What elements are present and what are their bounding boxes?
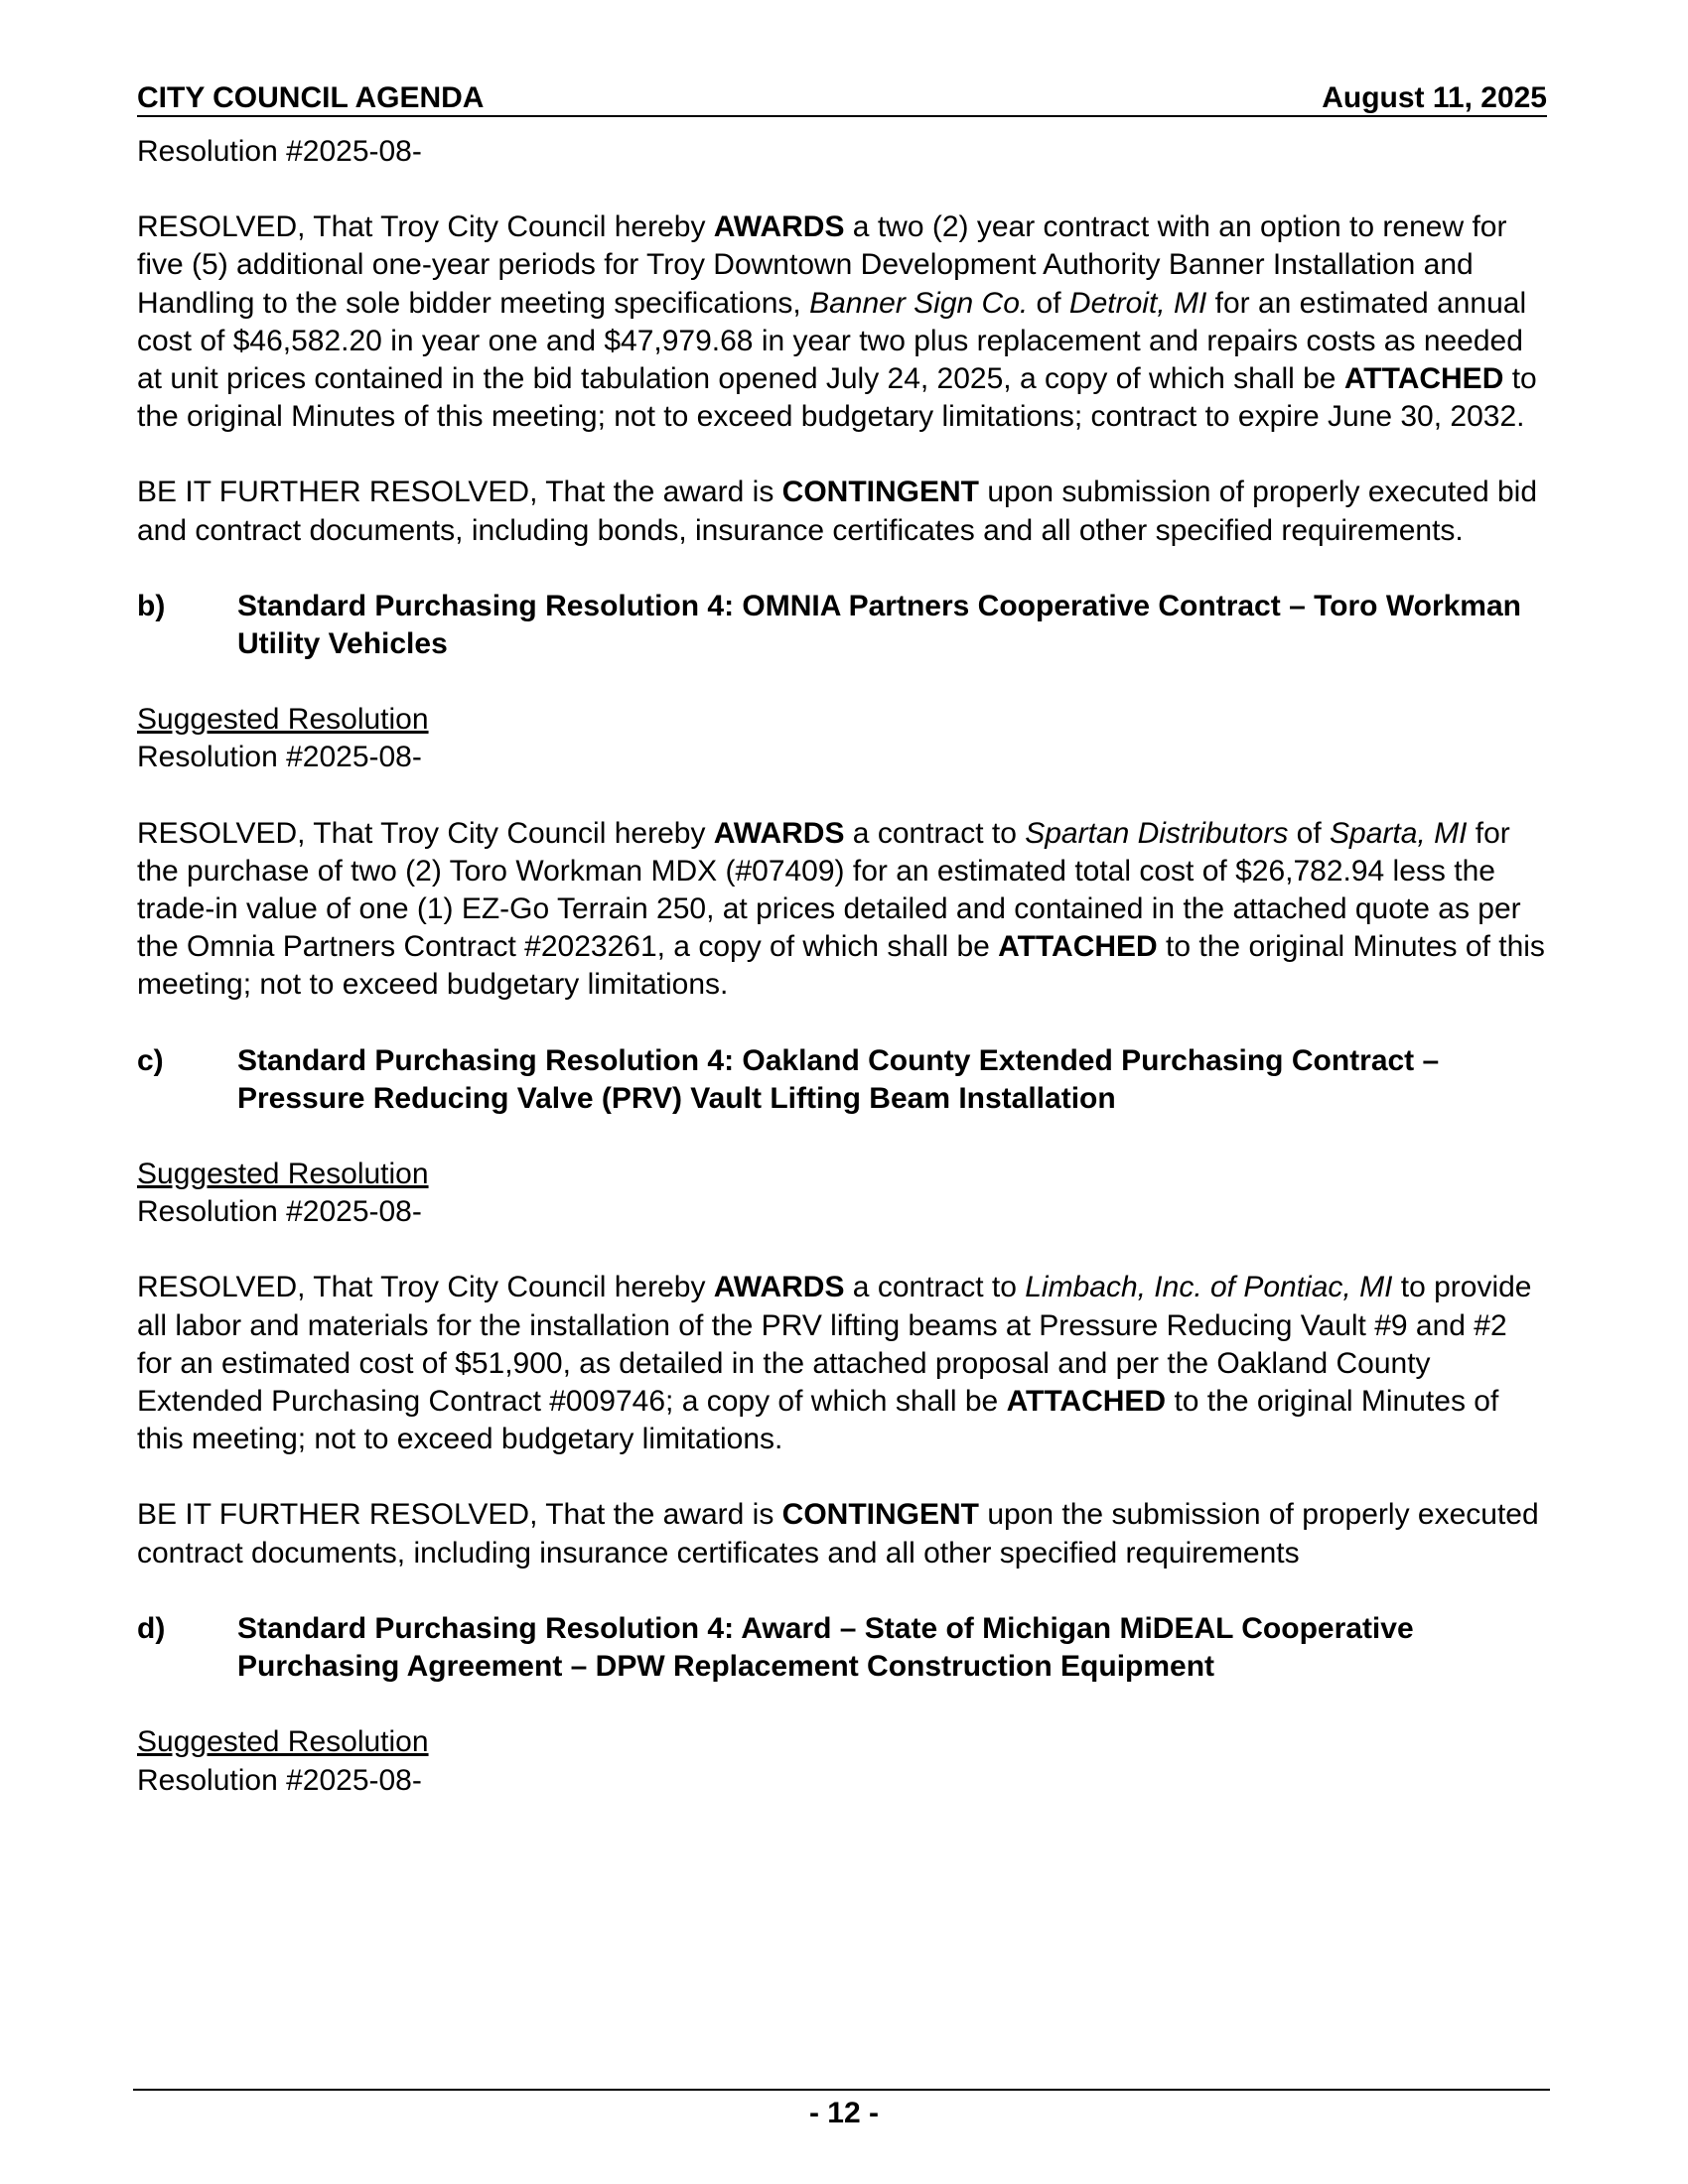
agenda-item-c: [137, 1042, 1547, 1118]
resolution-number: Resolution #2025-08-: [137, 135, 422, 168]
footer-divider: [133, 2089, 1550, 2091]
suggested-resolution-label: Suggested Resolution: [137, 1158, 429, 1191]
agenda-date: August 11, 2025: [1322, 81, 1547, 114]
suggested-resolution-label: Suggested Resolution: [137, 1725, 429, 1759]
agenda-item-b: [137, 588, 1547, 663]
item-title: Standard Purchasing Resolution 4: Oakland County Extended Purchasing Contract – Pressure Reducing Valve (PRV) Vault Lifting Beam Installation: [237, 1043, 1440, 1115]
agenda-title: CITY COUNCIL AGENDA: [137, 81, 485, 114]
page-header: [137, 81, 1547, 117]
item-letter: c): [137, 1043, 164, 1077]
resolution-number: Resolution #2025-08-: [137, 1195, 422, 1229]
suggested-resolution-label: Suggested Resolution: [137, 703, 429, 737]
further-resolved-paragraph-c: BE IT FURTHER RESOLVED, That the award is CONTINGENT upon the submission of properly executed contract documents, including insurance certificates and all other specified requirements: [137, 1498, 1539, 1570]
item-letter: b): [137, 589, 166, 622]
resolved-paragraph-a: RESOLVED, That Troy City Council hereby AWARDS a two (2) year contract with an option to renew for five (5) additional one-year periods for Troy Downtown Development Authority Banner Installation and Handling to the sole bidder meeting specifications, Banner Sign Co. of Detroit, MI for an estimated annual cost of $46,582.20 in year one and $47,979.68 in year two plus replacement and repairs costs as needed at unit prices contained in the bid tabulation opened July 24, 2025, a copy of which shall be ATTACHED to the original Minutes of this meeting; not to exceed budgetary limitations; contract to expire June 30, 2032.: [137, 210, 1537, 434]
agenda-item-d: [137, 1610, 1547, 1686]
item-title: Standard Purchasing Resolution 4: Award – State of Michigan MiDEAL Cooperative Purchasing Agreement – DPW Replacement Construction Equipment: [237, 1611, 1414, 1684]
agenda-page: [137, 81, 1547, 1800]
page-number: - 12 -: [808, 2097, 880, 2129]
resolution-number: Resolution #2025-08-: [137, 741, 422, 774]
resolved-paragraph-c: RESOLVED, That Troy City Council hereby AWARDS a contract to Limbach, Inc. of Pontiac, MI to provide all labor and materials for the installation of the PRV lifting beams at Pressure Reducing Vault #9 and #2 for an estimated cost of $51,900, as detailed in the attached proposal and per the Oakland County Extended Purchasing Contract #009746; a copy of which shall be ATTACHED to the original Minutes of this meeting; not to exceed budgetary limitations.: [137, 1271, 1532, 1456]
resolution-number: Resolution #2025-08-: [137, 1763, 422, 1797]
item-title: Standard Purchasing Resolution 4: OMNIA Partners Cooperative Contract – Toro Workman Utility Vehicles: [237, 589, 1521, 661]
further-resolved-paragraph-a: BE IT FURTHER RESOLVED, That the award is CONTINGENT upon submission of properly executed bid and contract documents, including bonds, insurance certificates and all other specified requirements.: [137, 476, 1538, 547]
item-letter: d): [137, 1611, 166, 1645]
resolved-paragraph-b: RESOLVED, That Troy City Council hereby AWARDS a contract to Spartan Distributors of Sparta, MI for the purchase of two (2) Toro Workman MDX (#07409) for an estimated total cost of $26,782.94 less the trade-in value of one (1) EZ-Go Terrain 250, at prices detailed and contained in the attached quote as per the Omnia Partners Contract #2023261, a copy of which shall be ATTACHED to the original Minutes of this meeting; not to exceed budgetary limitations.: [137, 816, 1545, 1002]
